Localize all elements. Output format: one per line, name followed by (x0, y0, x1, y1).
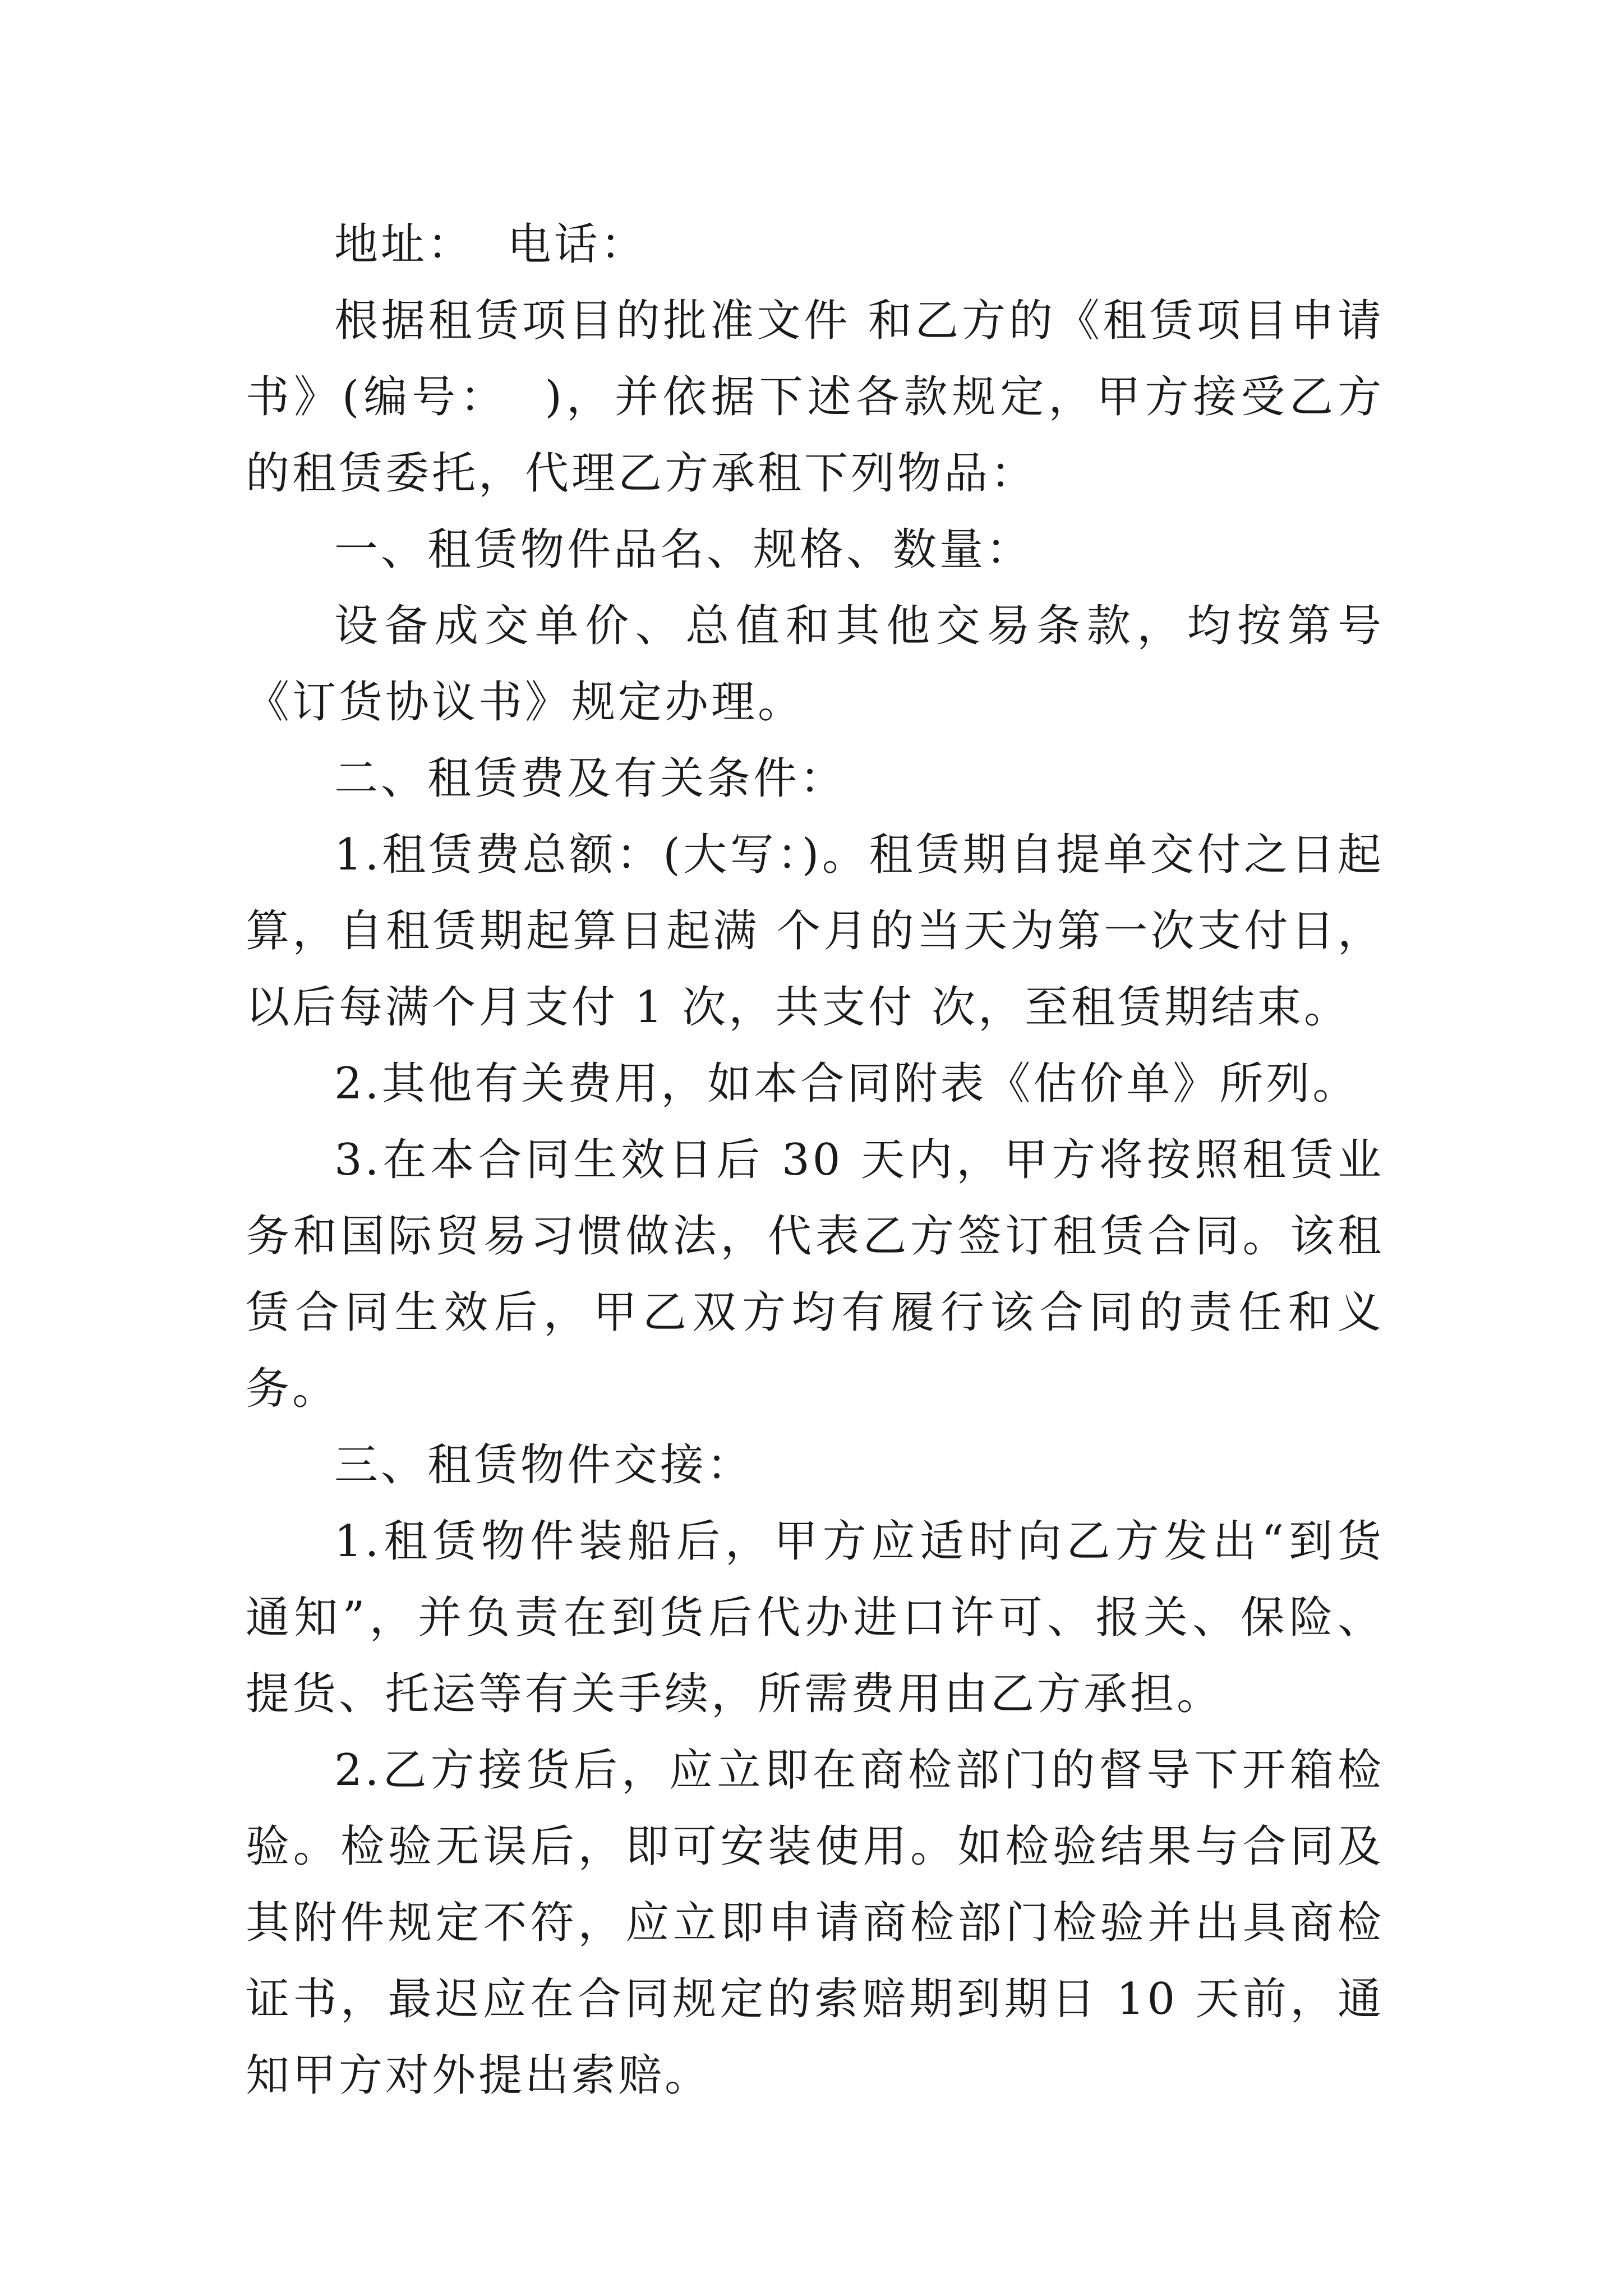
clause-2-1: 1.租赁费总额：(大写：)。租赁期自提单交付之日起算，自租赁期起算日起满 个月的当天为第一次支付日，以后每满个月支付 1 次，共支付 次，至租赁期结束。 (246, 830, 1384, 1033)
clause-2-3: 3.在本合同生效日后 30 天内，甲方将按照租赁业务和国际贸易习惯做法，代表乙方签订租赁合同。该租赁合同生效后，甲乙双方均有履行该合同的责任和义务。 (246, 1135, 1384, 1414)
section-heading-3: 三、租赁物件交接： (334, 1440, 754, 1490)
address-phone-line: 地址： 电话： (334, 219, 647, 270)
document-body (246, 206, 1384, 2114)
intro-paragraph: 根据租赁项目的批准文件 和乙方的《租赁项目申请书》(编号： )，并依据下述各款规定，甲方接受乙方的租赁委托，代理乙方承租下列物品： (246, 296, 1384, 499)
section-heading-2: 二、租赁费及有关条件： (334, 753, 847, 804)
clause-2-2: 2.其他有关费用，如本合同附表《估价单》所列。 (334, 1059, 1359, 1109)
clause-3-1: 1.租赁物件装船后，甲方应适时向乙方发出“到货通知”，并负责在到货后代办进口许可、报关、保险、提货、托运等有关手续，所需费用由乙方承担。 (246, 1516, 1384, 1719)
section-1-paragraph: 设备成交单价、总值和其他交易条款，均按第号《订货协议书》规定办理。 (246, 601, 1384, 728)
clause-3-2: 2.乙方接货后，应立即在商检部门的督导下开箱检验。检验无误后，即可安装使用。如检验结果与合同及其附件规定不符，应立即申请商检部门检验并出具商检证书，最迟应在合同规定的索赔期到期日 10 天前，通知甲方对外提出索赔。 (246, 1745, 1384, 2101)
section-heading-1: 一、租赁物件品名、规格、数量： (334, 524, 1033, 575)
